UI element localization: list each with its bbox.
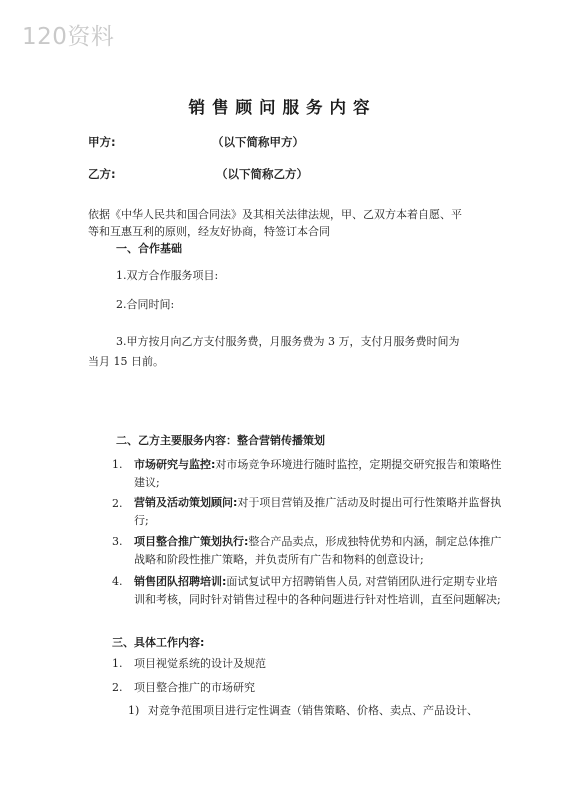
section2-item-4-text: 面试复试甲方招聘销售人员, 对营销团队进行定期专业培训和考核，同时针对销售过程中的各种问题进行针对性培训，直至问题解决; xyxy=(134,575,501,606)
section2-item-2-text: 对于项目营销及推广活动及时提出可行性策略并监督执行; xyxy=(134,496,502,527)
intro-line-2: 等和互惠互利的原则，经友好协商，特签订本合同 xyxy=(88,225,330,238)
section3-item-1: 项目视觉系统的设计及规范 xyxy=(134,657,266,670)
section2-item-4 xyxy=(134,573,506,609)
section3-subitem-1: 对竞争范围项目进行定性调查（销售策略、价格、卖点、产品设计、 xyxy=(148,704,478,717)
section2-item-4-title: 销售团队招聘培训: xyxy=(134,575,227,588)
section2-item-3 xyxy=(134,533,506,569)
section2-item-1-title: 市场研究与监控: xyxy=(134,458,216,471)
section2-item-2-title: 营销及活动策划顾问: xyxy=(134,496,238,509)
section1-heading: 一、合作基础 xyxy=(116,242,182,255)
page-title: 销售顾问服务内容 xyxy=(188,98,377,117)
section3-subitem-1-number: 1) xyxy=(128,704,140,717)
party-a-note: （以下简称甲方） xyxy=(212,135,304,149)
section2-item-1-number: 1. xyxy=(112,458,123,471)
section2-item-2-number: 2. xyxy=(112,497,123,510)
section2-heading: 二、乙方主要服务内容：整合营销传播策划 xyxy=(116,434,325,447)
section3-item-2: 项目整合推广的市场研究 xyxy=(134,681,255,694)
section1-item-3-line-2: 当月 15 日前。 xyxy=(88,355,164,368)
section3-item-2-number: 2. xyxy=(112,681,123,694)
party-b-note: （以下简称乙方） xyxy=(216,167,308,181)
watermark-logo: 120资料 xyxy=(22,24,115,50)
party-b-label: 乙方: xyxy=(88,167,116,181)
section2-item-4-number: 4. xyxy=(112,575,123,588)
section1-item-3-line-1: 3.甲方按月向乙方支付服务费，月服务费为 3 万，支付月服务费时间为 xyxy=(116,335,460,348)
party-a-label: 甲方: xyxy=(88,135,116,149)
section2-item-2 xyxy=(134,494,506,530)
section2-item-3-text: 整合产品卖点，形成独特优势和内涵，制定总体推广战略和阶段性推广策略，并负责所有广告和物料的创意设计; xyxy=(134,535,502,566)
section3-heading: 三、具体工作内容: xyxy=(112,636,205,649)
intro-line-1: 依据《中华人民共和国合同法》及其相关法律法规，甲、乙双方本着自愿、平 xyxy=(88,208,462,221)
section2-item-1 xyxy=(134,456,506,492)
section2-item-3-title: 项目整合推广策划执行: xyxy=(134,535,249,548)
section1-item-1: 1.双方合作服务项目: xyxy=(116,269,219,282)
section2-item-1-text: 对市场竞争环境进行随时监控，定期提交研究报告和策略性建议; xyxy=(134,458,502,489)
section3-item-1-number: 1. xyxy=(112,657,123,670)
section2-item-3-number: 3. xyxy=(112,535,123,548)
section1-item-2: 2.合同时间: xyxy=(116,298,175,311)
